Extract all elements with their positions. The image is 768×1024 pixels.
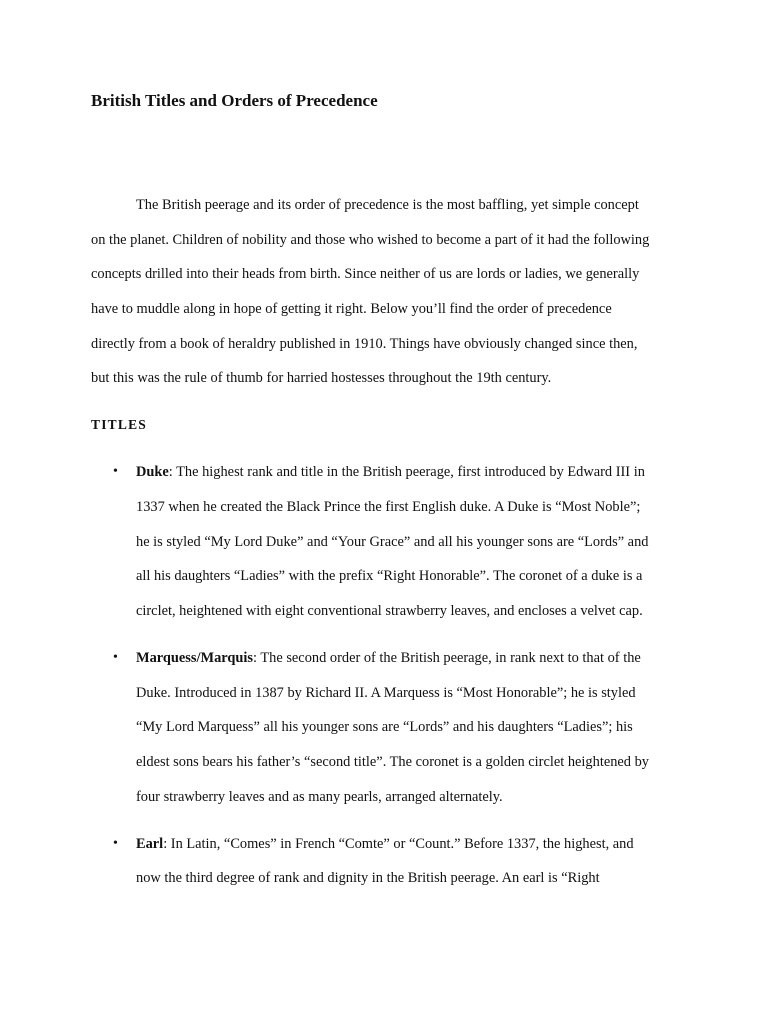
list-item-line: 1337 when he created the Black Prince the first English duke. A Duke is “Most Noble”; bbox=[136, 499, 641, 515]
list-item-line: all his daughters “Ladies” with the prefix “Right Honorable”. The coronet of a duke is a bbox=[136, 568, 643, 584]
list-item-line: “My Lord Marquess” all his younger sons are “Lords” and his daughters “Ladies”; his bbox=[136, 719, 633, 735]
entry-term: Duke bbox=[136, 464, 169, 480]
list-item-first-line bbox=[136, 464, 645, 481]
document-title: British Titles and Orders of Precedence bbox=[91, 91, 378, 110]
entry-term: Earl bbox=[136, 836, 164, 852]
list-item-line: eldest sons bears his father’s “second title”. The coronet is a golden circlet heightened by bbox=[136, 754, 649, 770]
intro-line: The British peerage and its order of precedence is the most baffling, yet simple concept bbox=[136, 197, 639, 213]
list-item-first-line bbox=[136, 650, 641, 667]
intro-line: directly from a book of heraldry published in 1910. Things have obviously changed since then, bbox=[91, 336, 638, 352]
entry-term: Marquess/Marquis bbox=[136, 650, 254, 666]
section-heading: TITLES bbox=[91, 417, 147, 432]
list-item-line: he is styled “My Lord Duke” and “Your Grace” and all his younger sons are “Lords” and bbox=[136, 534, 649, 550]
bullet-icon: • bbox=[113, 464, 118, 479]
intro-line: have to muddle along in hope of getting it right. Below you’ll find the order of precedence bbox=[91, 301, 612, 317]
entry-text: : In Latin, “Comes” in French “Comte” or “Count.” Before 1337, the highest, and bbox=[163, 836, 634, 852]
list-item-line: four strawberry leaves and as many pearls, arranged alternately. bbox=[136, 789, 503, 805]
intro-line: concepts drilled into their heads from birth. Since neither of us are lords or ladies, we generally bbox=[91, 266, 640, 282]
intro-line: but this was the rule of thumb for harried hostesses throughout the 19th century. bbox=[91, 370, 552, 386]
intro-line: on the planet. Children of nobility and those who wished to become a part of it had the following bbox=[91, 232, 650, 248]
entry-text: : The second order of the British peerage, in rank next to that of the bbox=[253, 650, 641, 666]
list-item-first-line bbox=[136, 836, 634, 853]
entry-text: : The highest rank and title in the British peerage, first introduced by Edward III in bbox=[168, 464, 645, 480]
list-item-line: Duke. Introduced in 1387 by Richard II. A Marquess is “Most Honorable”; he is styled bbox=[136, 685, 636, 701]
list-item-line: now the third degree of rank and dignity in the British peerage. An earl is “Right bbox=[136, 870, 600, 886]
list-item-line: circlet, heightened with eight conventional strawberry leaves, and encloses a velvet cap. bbox=[136, 603, 643, 619]
bullet-icon: • bbox=[113, 650, 118, 665]
bullet-icon: • bbox=[113, 836, 118, 851]
